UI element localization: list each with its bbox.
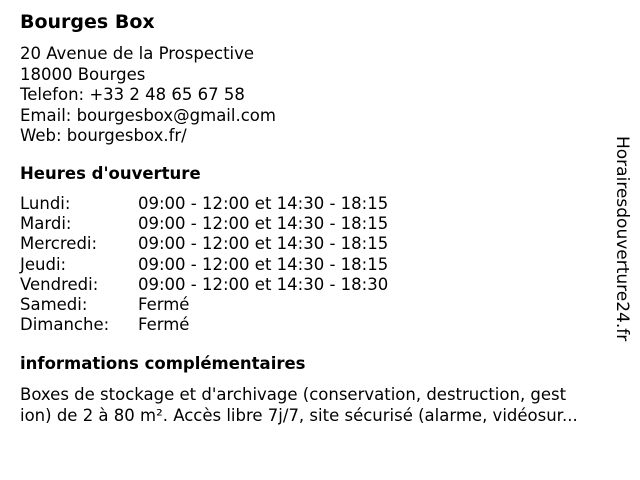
hours-row-saturday bbox=[20, 295, 388, 315]
time-value: 09:00 - 12:00 et 14:30 - 18:15 bbox=[138, 234, 389, 254]
hours-row-friday bbox=[20, 275, 388, 295]
day-label: Mercredi: bbox=[20, 234, 98, 254]
info-heading: informations complémentaires bbox=[20, 354, 306, 373]
hours-row-monday bbox=[20, 194, 388, 214]
site-watermark: Horairesdouverture24.fr bbox=[612, 136, 632, 342]
description-line-1: Boxes de stockage et d'archivage (conservation, destruction, gest bbox=[20, 385, 567, 404]
opening-hours-table bbox=[20, 194, 388, 335]
email-address[interactable]: Email: bourgesbox@gmail.com bbox=[20, 105, 276, 125]
day-label: Vendredi: bbox=[20, 274, 99, 294]
business-name: Bourges Box bbox=[20, 11, 155, 33]
time-value: 09:00 - 12:00 et 14:30 - 18:15 bbox=[138, 194, 389, 213]
address-street: 20 Avenue de la Prospective bbox=[20, 44, 255, 63]
day-label: Dimanche: bbox=[20, 315, 110, 335]
hours-row-thursday bbox=[20, 255, 388, 275]
info-description bbox=[20, 385, 620, 426]
time-value: Fermé bbox=[138, 295, 190, 315]
hours-row-sunday bbox=[20, 315, 388, 335]
address-city: 18000 Bourges bbox=[20, 64, 146, 84]
hours-heading: Heures d'ouverture bbox=[20, 164, 201, 183]
time-value: 09:00 - 12:00 et 14:30 - 18:15 bbox=[138, 254, 389, 274]
hours-row-tuesday bbox=[20, 214, 388, 234]
time-value: 09:00 - 12:00 et 14:30 - 18:15 bbox=[138, 214, 389, 234]
day-label: Mardi: bbox=[20, 214, 72, 234]
phone-number[interactable]: Telefon: +33 2 48 65 67 58 bbox=[20, 85, 245, 104]
website-link[interactable]: Web: bourgesbox.fr/ bbox=[20, 126, 187, 145]
time-value: 09:00 - 12:00 et 14:30 - 18:30 bbox=[138, 274, 389, 294]
contact-block bbox=[20, 44, 276, 147]
day-label: Samedi: bbox=[20, 295, 88, 315]
time-value: Fermé bbox=[138, 315, 190, 335]
description-line-2: ion) de 2 à 80 m². Accès libre 7j/7, site sécurisé (alarme, vidéosur... bbox=[20, 405, 578, 425]
day-label: Lundi: bbox=[20, 194, 71, 213]
day-label: Jeudi: bbox=[20, 254, 67, 274]
hours-row-wednesday bbox=[20, 234, 388, 254]
